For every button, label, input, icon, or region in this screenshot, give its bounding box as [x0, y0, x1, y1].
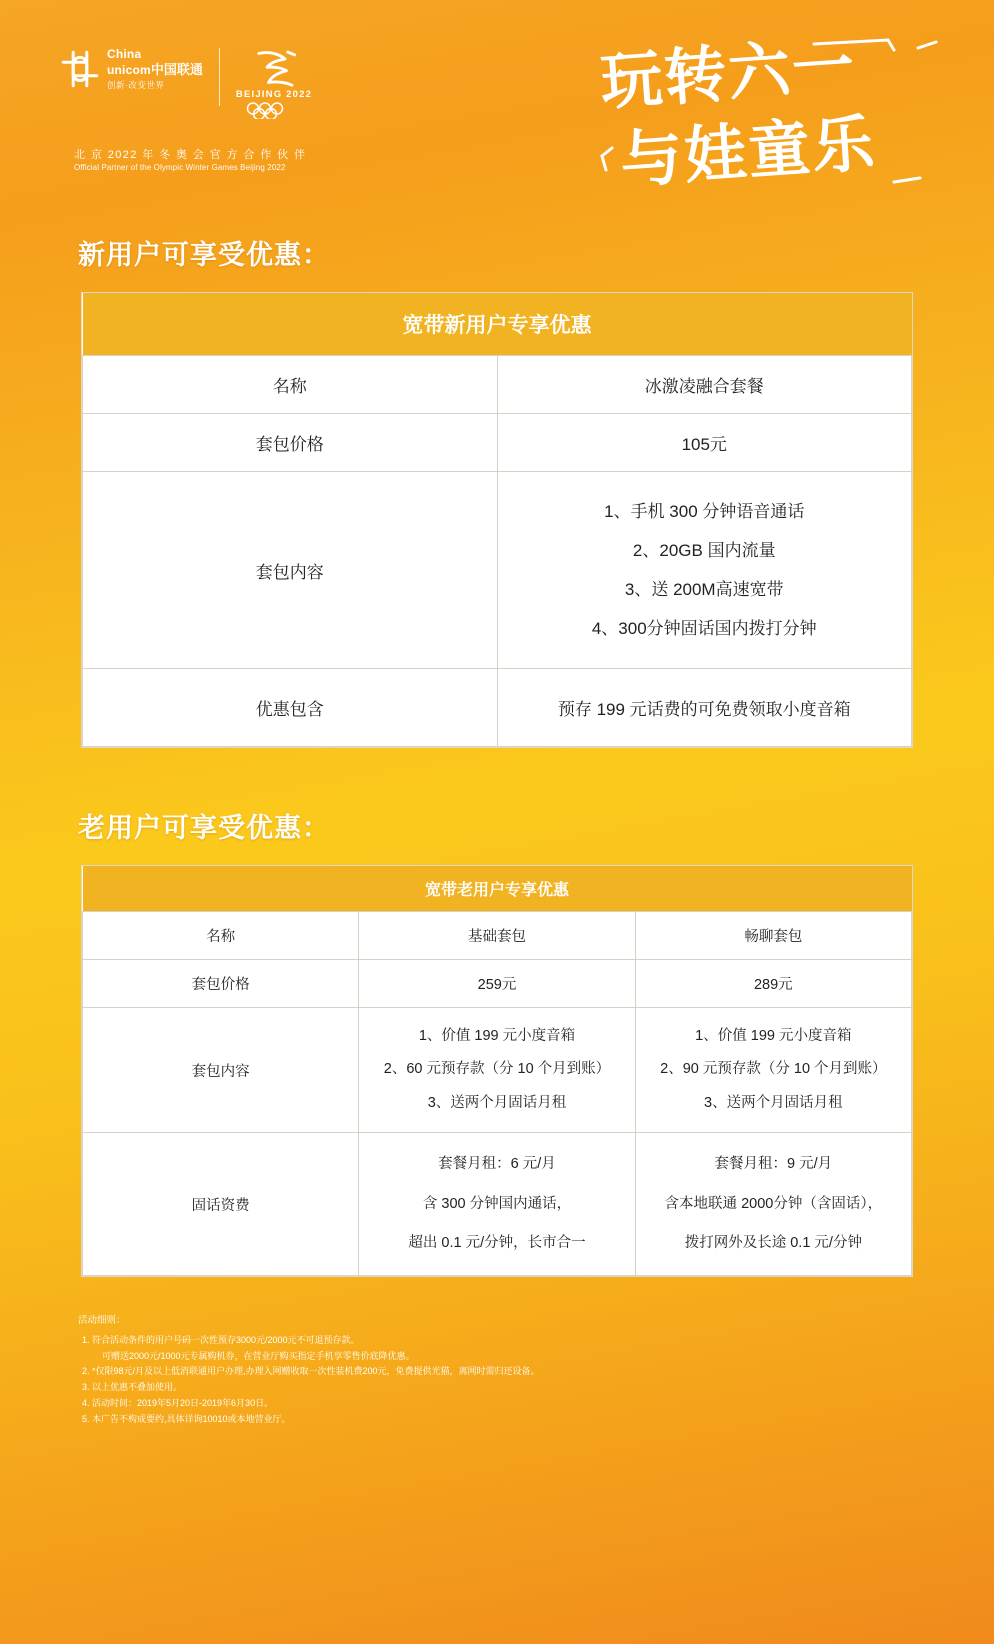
hero-title-artwork — [588, 30, 948, 210]
fee-item: 含 300 分钟国内通话， — [422, 1195, 572, 1212]
partner-statement-en: Official Partner of the Olympic Winter Games Beijing 2022 — [74, 162, 286, 172]
fee-item: 含本地联通 2000分钟（含固话）， — [664, 1195, 883, 1212]
olympic-rings-icon — [244, 102, 304, 119]
fee-chat — [635, 1133, 911, 1276]
content-chat — [635, 1008, 911, 1133]
content-item: 3、送 200M高速宽带 — [624, 580, 784, 599]
list-item — [92, 1333, 918, 1365]
price-chat: 289元 — [635, 960, 911, 1008]
partner-statement — [74, 148, 306, 174]
table-header-row — [83, 912, 912, 960]
row-value-price: 105元 — [497, 414, 912, 472]
column-header-chat: 畅聊套包 — [635, 912, 911, 960]
content-item: 3、送两个月固话月租 — [427, 1094, 567, 1111]
hero-title-line1: 玩转六一 — [598, 31, 859, 118]
fee-item: 套餐月租：6 元/月 — [438, 1156, 556, 1173]
fee-item: 拨打网外及长途 0.1 元/分钟 — [684, 1234, 862, 1251]
content-item: 1、价值 199 元小度音箱 — [418, 1028, 576, 1044]
old-user-offer-table-wrapper — [81, 865, 913, 1277]
activity-rules — [78, 1313, 918, 1427]
table-row — [83, 472, 912, 669]
content-item: 2、20GB 国内流量 — [632, 541, 776, 560]
price-basic: 259元 — [359, 960, 635, 1008]
row-label-fee: 固话资费 — [83, 1133, 359, 1276]
fee-item: 超出 0.1 元/分钟，长市合一 — [408, 1234, 586, 1251]
unicom-knot-icon — [60, 49, 100, 89]
row-value-content — [497, 472, 912, 669]
table-title-row — [83, 293, 912, 356]
unicom-slogan: 创新·改变世界 — [107, 80, 165, 91]
content-item: 2、60 元预存款（分 10 个月到账） — [383, 1061, 611, 1078]
row-label-name: 名称 — [83, 356, 498, 414]
content-item: 3、送两个月固话月租 — [704, 1094, 843, 1111]
unicom-wordmark — [107, 48, 203, 90]
table-row — [83, 414, 912, 472]
new-user-offer-table-wrapper — [81, 292, 913, 748]
new-user-section-heading: 新用户可享受优惠： — [78, 240, 330, 270]
row-label-name: 名称 — [83, 912, 359, 960]
table-title-row — [83, 866, 912, 912]
new-user-table-title: 宽带新用户专享优惠 — [83, 293, 912, 356]
list-item: 4. 活动时间：2019年5月20日-2019年6月30日。 — [92, 1396, 918, 1412]
content-item: 1、价值 199 元小度音箱 — [695, 1028, 852, 1044]
column-header-basic: 基础套包 — [359, 912, 635, 960]
brand-lockup — [60, 48, 312, 124]
old-user-section-heading: 老用户可享受优惠： — [78, 813, 330, 843]
rule-text: 符合活动条件的用户号码一次性预存3000元/2000元不可退预存款。 — [92, 1334, 360, 1345]
list-item: 2. *仅限98元/月及以上低消联通用户办理,办理入网赠收取一次性装机费200元，免费提供光猫，离网时需归还设备。 — [92, 1364, 918, 1380]
content-item: 2、90 元预存款（分 10 个月到账） — [660, 1061, 887, 1078]
old-user-table-title: 宽带老用户专享优惠 — [83, 866, 912, 912]
hero-title-line2: 与娃童乐 — [618, 109, 879, 196]
row-label-bonus: 优惠包含 — [83, 669, 498, 747]
list-item: 3. 以上优惠不叠加使用。 — [92, 1380, 918, 1396]
partner-statement-cn: 北 京 2022 年 冬 奥 会 官 方 合 作 伙 伴 — [74, 149, 307, 161]
brand-divider — [219, 48, 220, 106]
beijing-2022-wordmark: BEIJING 2022 — [235, 89, 313, 100]
content-basic — [359, 1008, 635, 1133]
activity-rules-list — [78, 1333, 918, 1428]
beijing-2022-emblem-icon — [245, 48, 303, 88]
row-value-name: 冰激凌融合套餐 — [497, 356, 912, 414]
china-unicom-logo-group — [60, 48, 203, 90]
table-row — [83, 960, 912, 1008]
row-label-price: 套包价格 — [83, 414, 498, 472]
page-header — [0, 0, 994, 215]
hero-title-brush-text — [588, 30, 948, 210]
row-label-content: 套包内容 — [83, 472, 498, 669]
unicom-en-line1: China — [107, 47, 142, 61]
table-row — [83, 1133, 912, 1276]
unicom-cn: 中国联通 — [150, 61, 203, 77]
content-item: 4、300分钟固话国内拨打分钟 — [591, 619, 817, 638]
content-item: 1、手机 300 分钟语音通话 — [604, 502, 805, 521]
beijing-2022-logo-group — [236, 48, 312, 124]
table-row — [83, 1008, 912, 1133]
activity-rules-title: 活动细则： — [78, 1315, 126, 1327]
new-user-offer-table — [82, 293, 912, 747]
fee-item: 套餐月租：9 元/月 — [714, 1156, 833, 1173]
row-label-content: 套包内容 — [83, 1008, 359, 1133]
list-item: 5. 本广告不构成要约,具体详询10010或本地营业厅。 — [92, 1412, 918, 1428]
table-row — [83, 669, 912, 747]
table-row — [83, 356, 912, 414]
rule-subtext: 可赠送2000元/1000元专属购机券，在营业厅购买指定手机享零售价底降优惠。 — [102, 1350, 415, 1361]
row-value-bonus: 预存 199 元话费的可免费领取小度音箱 — [497, 669, 912, 747]
fee-basic — [359, 1133, 635, 1276]
old-user-offer-table — [82, 866, 912, 1276]
row-label-price: 套包价格 — [83, 960, 359, 1008]
unicom-en-line2: unicom — [107, 62, 151, 77]
